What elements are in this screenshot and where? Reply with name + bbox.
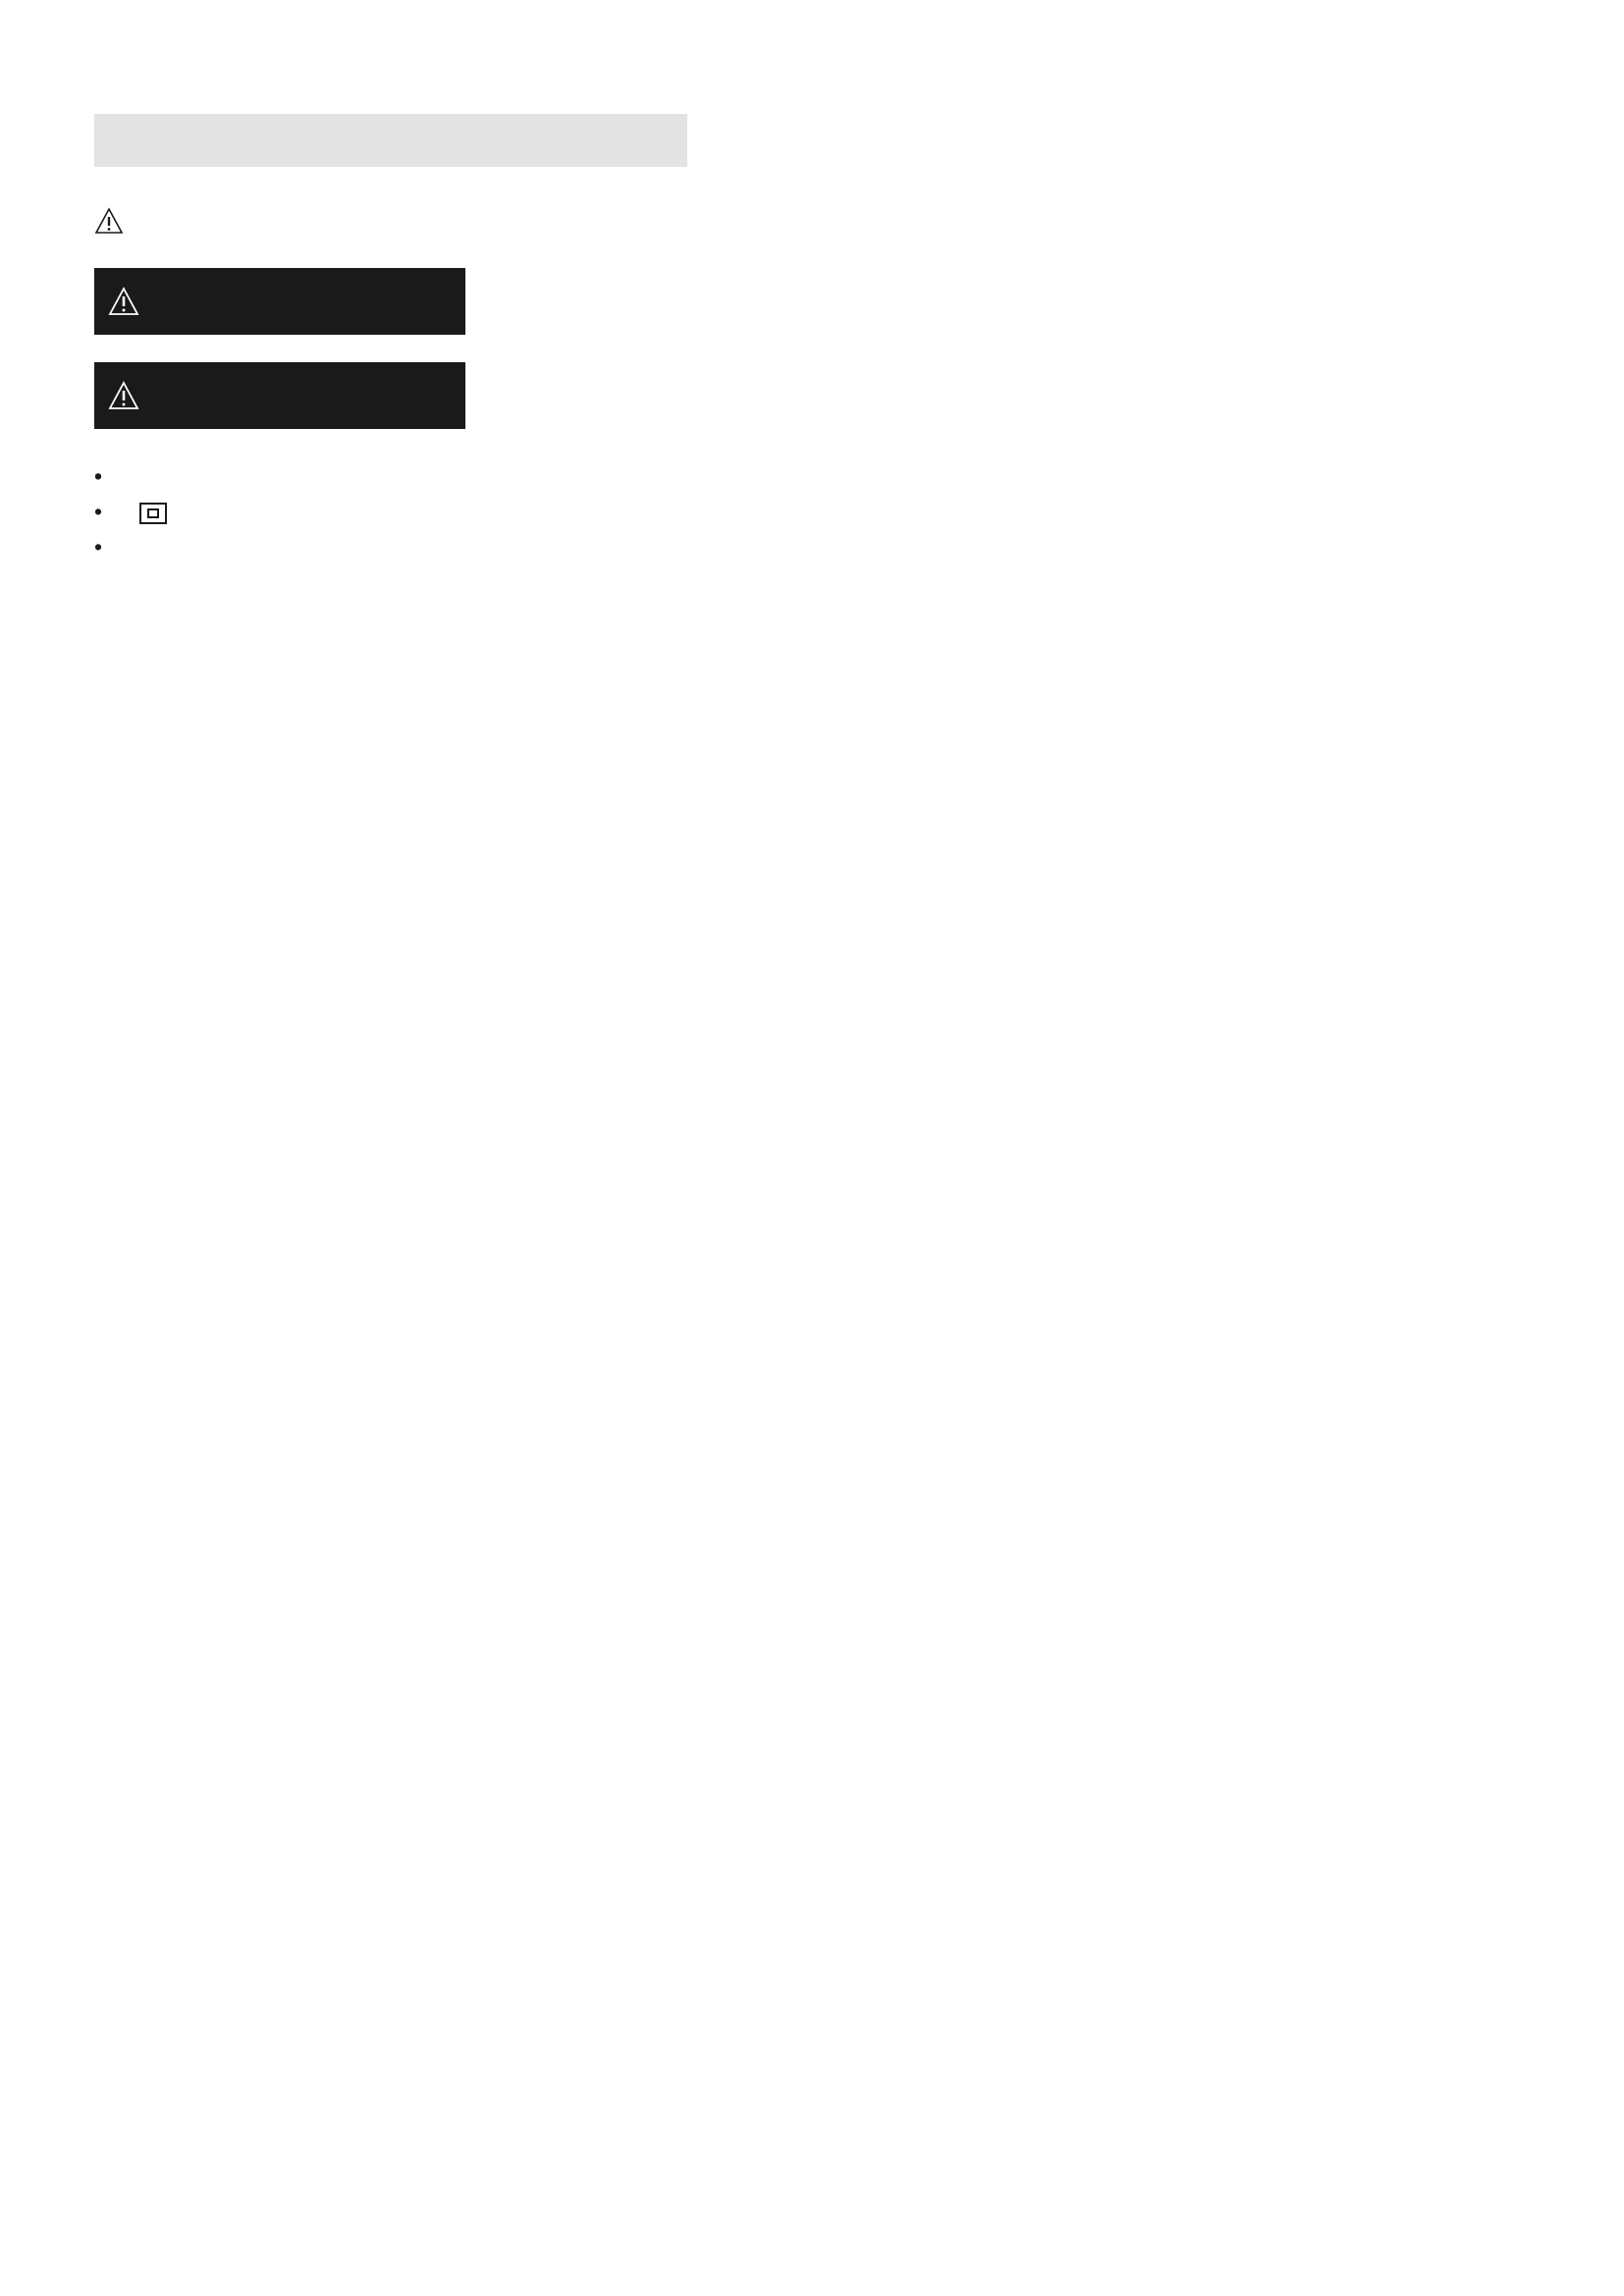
signal-warning-row <box>94 362 1538 429</box>
page-title <box>94 114 687 167</box>
signal-danger-row <box>94 268 1538 335</box>
warning-triangle-icon <box>108 287 139 316</box>
safety-rules-list <box>94 458 1538 564</box>
class-ii-symbol-icon <box>139 503 167 524</box>
list-item <box>94 458 1538 494</box>
list-item <box>94 494 1538 529</box>
signal-warning-box <box>94 362 465 429</box>
warning-triangle-icon <box>108 381 139 410</box>
list-item <box>94 529 1538 564</box>
attention-symbol-row <box>94 207 1538 235</box>
document-page <box>94 114 1538 639</box>
signal-danger-box <box>94 268 465 335</box>
warning-triangle-icon <box>94 207 124 235</box>
